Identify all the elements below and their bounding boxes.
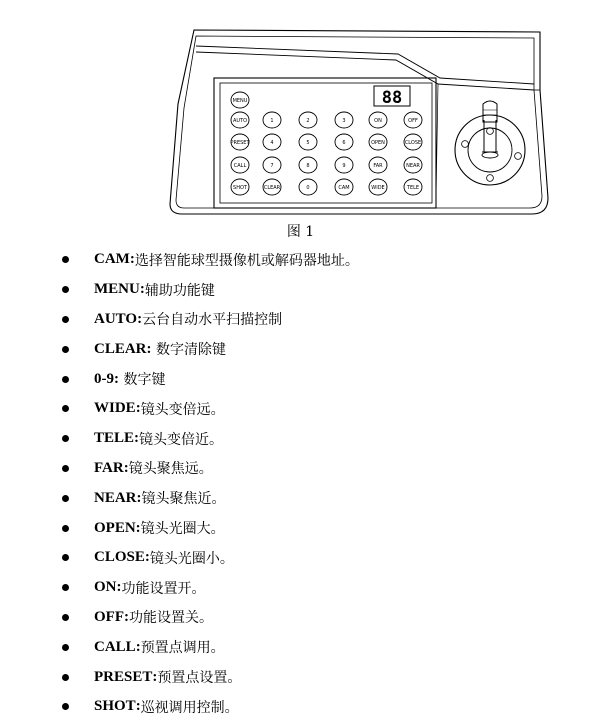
keypad-key[interactable] xyxy=(231,112,249,128)
keypad-key[interactable] xyxy=(231,157,249,173)
keypad-key[interactable] xyxy=(299,112,317,128)
keypad-key[interactable] xyxy=(263,179,281,195)
joystick-screw-left xyxy=(462,141,469,148)
legend-term: WIDE xyxy=(94,400,136,417)
legend-item xyxy=(58,305,359,335)
bullet-icon xyxy=(62,346,69,353)
legend-separator: : xyxy=(152,668,158,685)
keypad-key-label: TELE xyxy=(406,184,420,191)
bullet-icon xyxy=(62,256,69,263)
legend-separator: : xyxy=(116,579,122,596)
legend-description: 镜头聚焦近。 xyxy=(141,491,226,508)
joystick-screw-bottom xyxy=(487,175,494,182)
keypad-key[interactable] xyxy=(335,112,353,128)
legend-term: 0-9 xyxy=(94,370,114,387)
legend-term: FAR xyxy=(94,459,124,476)
key-legend-list xyxy=(58,245,359,722)
keypad-key-label: SHOT xyxy=(233,184,247,191)
bullet-icon xyxy=(62,435,69,442)
keypad-key-label: 7 xyxy=(270,162,274,169)
legend-separator: : xyxy=(135,400,141,417)
bullet-icon xyxy=(62,554,69,561)
legend-description: 镜头变倍近。 xyxy=(139,431,224,448)
legend-separator: : xyxy=(123,459,129,476)
keypad-key[interactable] xyxy=(263,157,281,173)
legend-separator: : xyxy=(134,430,140,447)
bullet-icon xyxy=(62,465,69,472)
legend-item xyxy=(58,483,359,513)
legend-description: 云台自动水平扫描控制 xyxy=(142,312,283,329)
keypad-key-label: 0 xyxy=(306,184,310,191)
legend-description: 功能设置关。 xyxy=(129,610,213,627)
legend-description: 数字键 xyxy=(119,372,166,389)
keypad-key[interactable] xyxy=(299,134,317,150)
housing-ridge-lower xyxy=(196,52,534,90)
legend-term: ON xyxy=(94,579,117,596)
bullet-icon xyxy=(62,286,69,293)
legend-term: NEAR xyxy=(94,489,137,506)
legend-term: PRESET xyxy=(94,668,153,685)
legend-separator: : xyxy=(144,549,150,566)
keypad-key[interactable] xyxy=(263,134,281,150)
keypad-key-label: ON xyxy=(374,117,382,124)
legend-separator: : xyxy=(135,519,141,536)
keypad-key-label: 8 xyxy=(306,162,310,169)
legend-description: 镜头变倍远。 xyxy=(140,401,225,418)
keypad-key-label: 6 xyxy=(342,139,346,146)
keypad-key[interactable] xyxy=(369,112,387,128)
keypad-key-label: WIDE xyxy=(371,184,385,191)
legend-term: OFF xyxy=(94,608,124,625)
keypad-key-label: 2 xyxy=(306,117,310,124)
legend-term: SHOT xyxy=(94,698,136,715)
keypad-key[interactable] xyxy=(230,134,250,150)
legend-term: CLEAR xyxy=(94,340,147,357)
keyboard-controller-figure xyxy=(168,28,566,220)
legend-description: 功能设置开。 xyxy=(121,580,206,597)
legend-separator: : xyxy=(136,489,142,506)
legend-description: 选择智能球型摄像机或解码器地址。 xyxy=(134,252,359,269)
legend-item xyxy=(58,513,359,543)
legend-separator: : xyxy=(114,370,119,387)
keypad-key-label: PRESET xyxy=(230,139,250,146)
legend-separator: : xyxy=(129,251,135,268)
keypad-key[interactable] xyxy=(335,134,353,150)
legend-separator: : xyxy=(139,281,145,298)
keypad-key-label: CALL xyxy=(233,162,247,169)
keypad-key-label: 1 xyxy=(270,117,274,124)
legend-description: 巡视调用控制。 xyxy=(140,699,239,716)
bullet-icon xyxy=(62,614,69,621)
legend-item xyxy=(58,662,359,692)
keypad-key[interactable] xyxy=(299,157,317,173)
keypad-key[interactable] xyxy=(404,112,422,128)
keypad-key-label: FAR xyxy=(373,162,383,169)
keypad-key[interactable] xyxy=(263,112,281,128)
legend-item xyxy=(58,573,359,603)
legend-separator: : xyxy=(135,638,141,655)
keypad-key-label: OPEN xyxy=(371,139,385,146)
keypad-key-label: AUTO xyxy=(232,117,248,124)
legend-term: OPEN xyxy=(94,519,136,536)
legend-separator: : xyxy=(135,698,141,715)
legend-item xyxy=(58,245,359,275)
joystick-screw-right xyxy=(515,153,522,160)
legend-term: MENU xyxy=(94,281,140,298)
legend-item xyxy=(58,454,359,484)
legend-description: 数字清除键 xyxy=(151,342,226,359)
legend-item xyxy=(58,364,359,394)
bullet-icon xyxy=(62,644,69,651)
keypad-key[interactable] xyxy=(369,179,387,195)
legend-term: CLOSE xyxy=(94,549,145,566)
bullet-icon xyxy=(62,376,69,383)
legend-item xyxy=(58,424,359,454)
legend-description: 预置点调用。 xyxy=(140,640,225,657)
joystick-boot xyxy=(482,152,498,158)
keypad-key-label: 9 xyxy=(342,162,346,169)
legend-term: AUTO xyxy=(94,310,138,327)
keypad-key-label: OFF xyxy=(408,117,418,124)
legend-item xyxy=(58,334,359,364)
legend-separator: : xyxy=(137,310,143,327)
keypad-key[interactable] xyxy=(404,134,422,150)
legend-item xyxy=(58,543,359,573)
legend-term: TELE xyxy=(94,430,135,447)
legend-term: CAM xyxy=(94,251,130,268)
bullet-icon xyxy=(62,495,69,502)
legend-description: 预置点设置。 xyxy=(157,670,242,687)
joystick-grip-lines xyxy=(483,110,497,115)
keypad-key[interactable] xyxy=(231,179,249,195)
keypad-key[interactable] xyxy=(335,179,353,195)
keypad-key[interactable] xyxy=(404,179,422,195)
keypad-key-label: NEAR xyxy=(406,162,420,169)
bullet-icon xyxy=(62,703,69,710)
keypad-key-label: CAM xyxy=(338,184,350,191)
legend-term: CALL xyxy=(94,638,136,655)
keypad-key-label: CLOSE xyxy=(404,139,422,146)
keypad-key[interactable] xyxy=(299,179,317,195)
bullet-icon xyxy=(62,525,69,532)
legend-separator: : xyxy=(146,340,152,357)
bullet-icon xyxy=(62,316,69,323)
joystick-handle xyxy=(483,101,497,122)
joystick-shaft xyxy=(484,120,496,152)
keypad-key-label: MENU xyxy=(232,97,248,104)
keypad-key[interactable] xyxy=(369,134,387,150)
keypad-key-label: 5 xyxy=(306,139,310,146)
legend-item xyxy=(58,394,359,424)
legend-item xyxy=(58,275,359,305)
legend-description: 镜头光圈小。 xyxy=(149,550,234,567)
bullet-icon xyxy=(62,674,69,681)
legend-description: 辅助功能键 xyxy=(144,282,215,299)
led-display-digits: 88 xyxy=(381,88,403,108)
legend-description: 镜头光圈大。 xyxy=(140,521,225,538)
keypad-key[interactable] xyxy=(369,157,387,173)
joystick xyxy=(455,101,525,185)
keyboard-drawing xyxy=(168,28,566,220)
legend-separator: : xyxy=(124,608,129,625)
joystick-screw-top xyxy=(487,128,494,135)
legend-description: 镜头聚焦远。 xyxy=(128,461,213,478)
figure-caption: 图 1 xyxy=(286,224,315,240)
keypad-key[interactable] xyxy=(231,92,249,108)
bullet-icon xyxy=(62,584,69,591)
legend-item xyxy=(58,603,359,633)
keypad-key-label: 3 xyxy=(342,117,346,124)
keypad-key[interactable] xyxy=(335,157,353,173)
legend-item xyxy=(58,632,359,662)
legend-item xyxy=(58,692,359,722)
keypad-key-label: CLEAR xyxy=(263,184,281,191)
keypad-key[interactable] xyxy=(404,157,422,173)
keypad-key-label: 4 xyxy=(270,139,274,146)
bullet-icon xyxy=(62,405,69,412)
